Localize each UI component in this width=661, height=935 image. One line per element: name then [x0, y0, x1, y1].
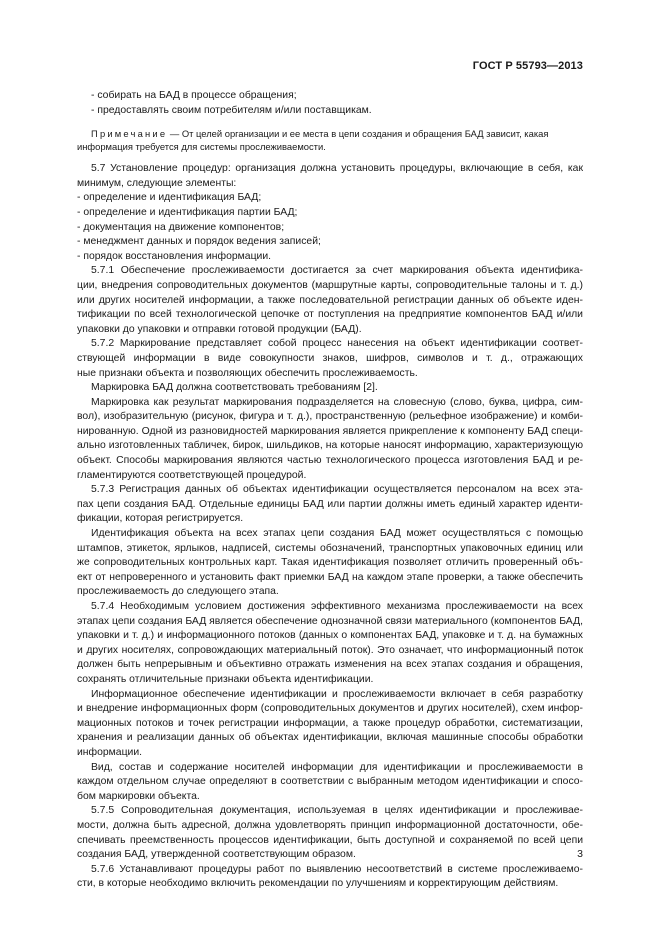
- text-line: фикации, которая регистрируется.: [77, 513, 244, 525]
- text-line: - менеджмент данных и порядок ведения записей;: [77, 236, 321, 248]
- text-line: ально изготовленных табличек, бирок, шильдиков, на которые наносят информацию, характеризующую: [77, 440, 583, 452]
- text-line: ные признаки объекта и позволяющих обеспечить прослеживаемость.: [77, 367, 418, 379]
- text-line: минимум, следующие элементы:: [77, 177, 237, 189]
- text-line: бом маркировки объекта.: [77, 790, 200, 802]
- text-line: прослеживаемость до следующего этапа.: [77, 586, 279, 598]
- page-number: 3: [577, 848, 583, 860]
- text-line: сти, в которые необходимо включить рекомендации по улучшениям и корректирующим действиям.: [77, 878, 559, 890]
- text-line: ции, внедрения сопроводительных документов (маршрутные карты, сопроводительные талоны и т. д.): [77, 279, 583, 291]
- text-line: упаковки до упаковки и отправки готовой продукции (БАД).: [77, 323, 362, 335]
- text-line: 5.7.5 Сопроводительная документация, используемая в целях идентификации и прослеживае-: [91, 805, 583, 817]
- text-line: - собирать на БАД в процессе обращения;: [91, 90, 297, 101]
- text-line: 5.7.1 Обеспечение прослеживаемости достигается за счет маркирования объекта идентифика-: [91, 265, 583, 277]
- spacer: [77, 118, 583, 127]
- text-line: и внедрение информационных форм (сопроводительных документов и других носителей), схем инфор-: [77, 703, 583, 715]
- text-line: гламентируются соответствующей процедурой.: [77, 469, 307, 481]
- text-line: должен быть непрерывным и объективно отражать изменения на всех этапах создания и обращения,: [77, 659, 583, 671]
- text-line: упаковки и т. д.) и информационного потоков (данных о компонентах БАД, упаковке и т. д. на бумажных: [77, 630, 583, 642]
- note-text: — От целей организации и ее места в цепи создания и обращения БАД зависит, какая: [167, 128, 549, 140]
- text-line: 5.7.3 Регистрация данных об объектах идентификации осуществляется персоналом на всех эта-: [91, 484, 583, 496]
- text-line: каждом отдельном случае определяют в соответствии с выбранным методом идентификации и спосо-: [77, 776, 583, 788]
- text-line: штампов, этикеток, ярлыков, надписей, системы обозначений, транспортных упаковочных единиц или: [77, 542, 583, 554]
- document-body: [77, 89, 583, 892]
- note-line-1: [77, 127, 583, 140]
- paragraphs-block: [77, 162, 583, 892]
- list-block: [77, 89, 583, 118]
- text-line: - определение и идентификация БАД;: [77, 192, 262, 204]
- spacer: [77, 153, 583, 162]
- text-line: мационных потоков и точек регистрации информации, а также процедур обработки, систематизации,: [77, 717, 583, 729]
- text-line: и других носителях, сопровождающих материальный поток). Это означает, что информационный поток: [77, 644, 583, 656]
- text-line: или других носителей информации, а также последовательной регистрации данных об объекте иден-: [77, 294, 583, 306]
- text-line: Идентификация объекта на всех этапах цепи создания БАД может осуществляться с помощью: [91, 528, 583, 540]
- text-line: информации.: [77, 746, 143, 758]
- text-line: создания БАД, утвержденной соответствующим образом.: [77, 849, 356, 861]
- text-line: сохранять отличительные признаки объекта идентификации.: [77, 673, 374, 685]
- text-line: 5.7 Установление процедур: организация должна установить процедуры, включающие в себя, как: [91, 163, 583, 175]
- text-line: пах цепи создания БАД. Отдельные единицы БАД или партии должны иметь единый характер иденти-: [77, 498, 583, 510]
- note-line-2: информация требуется для системы прослеживаемости.: [77, 141, 326, 153]
- text-line: - определение и идентификация партии БАД;: [77, 206, 298, 218]
- text-line: Маркировка как результат маркирования подразделяется на словесную (слово, буква, цифра, сим-: [91, 396, 583, 408]
- note-label: Примечание: [91, 128, 168, 140]
- text-line: 5.7.6 Устанавливают процедуры работ по выявлению несоответствий в системе прослеживаемо-: [91, 863, 583, 875]
- text-line: хранения и реализации данных об объектах идентификации, включая машинные способы обработки: [77, 732, 583, 744]
- text-line: же сопроводительных контрольных карт. Такая идентификация позволяет отличить проверенный объ-: [77, 557, 583, 569]
- text-line: ствующей информации в виде совокупности знаков, шифров, символов и т. д., отражающих: [77, 352, 583, 364]
- text-line: 5.7.2 Маркирование представляет собой процесс нанесения на объект идентификации соответ-: [91, 338, 583, 350]
- text-line: 5.7.4 Необходимым условием достижения эффективного механизма прослеживаемости на всех: [91, 601, 583, 612]
- text-line: - порядок восстановления информации.: [77, 250, 272, 262]
- standard-designation: ГОСТ Р 55793—2013: [472, 60, 583, 72]
- text-line: тификации по всей технологической цепочке от поступления на предприятие компонентов БАД и/или: [77, 309, 583, 321]
- text-line: спечивать преемственность процессов идентификации, быть доступной и сохраняемой по всей цепи: [77, 834, 583, 846]
- text-line: Вид, состав и содержание носителей информации для идентификации и прослеживаемости в: [91, 761, 583, 773]
- text-line: этапах цепи создания БАД является обеспечение однозначной связи материального (компонентов БАД,: [77, 615, 583, 627]
- text-line: Маркировка БАД должна соответствовать требованиям [2].: [91, 382, 378, 394]
- text-line: нированную. Одной из разновидностей маркирования является прикрепление к компоненту БАД специ-: [77, 425, 583, 437]
- text-line: мости, должна быть адресной, должна удовлетворять принцип информационной достаточности, обе-: [77, 819, 583, 831]
- text-line: объект. Способы маркирования являются частью технологического процесса изготовления БАД и ре-: [77, 455, 583, 467]
- text-line: - документация на движение компонентов;: [77, 221, 285, 233]
- text-line: Информационное обеспечение идентификации и прослеживаемости включает в себя разработку: [91, 688, 583, 700]
- text-line: вол), изобразительную (рисунок, фигура и т. д.), пространственную (рельефное изображение) и комби-: [77, 411, 583, 423]
- text-line: - предоставлять своим потребителям и/или поставщикам.: [91, 104, 372, 116]
- text-line: ект от непроверенного и установить факт приемки БАД на каждом этапе проверки, а также обеспечить: [77, 571, 583, 583]
